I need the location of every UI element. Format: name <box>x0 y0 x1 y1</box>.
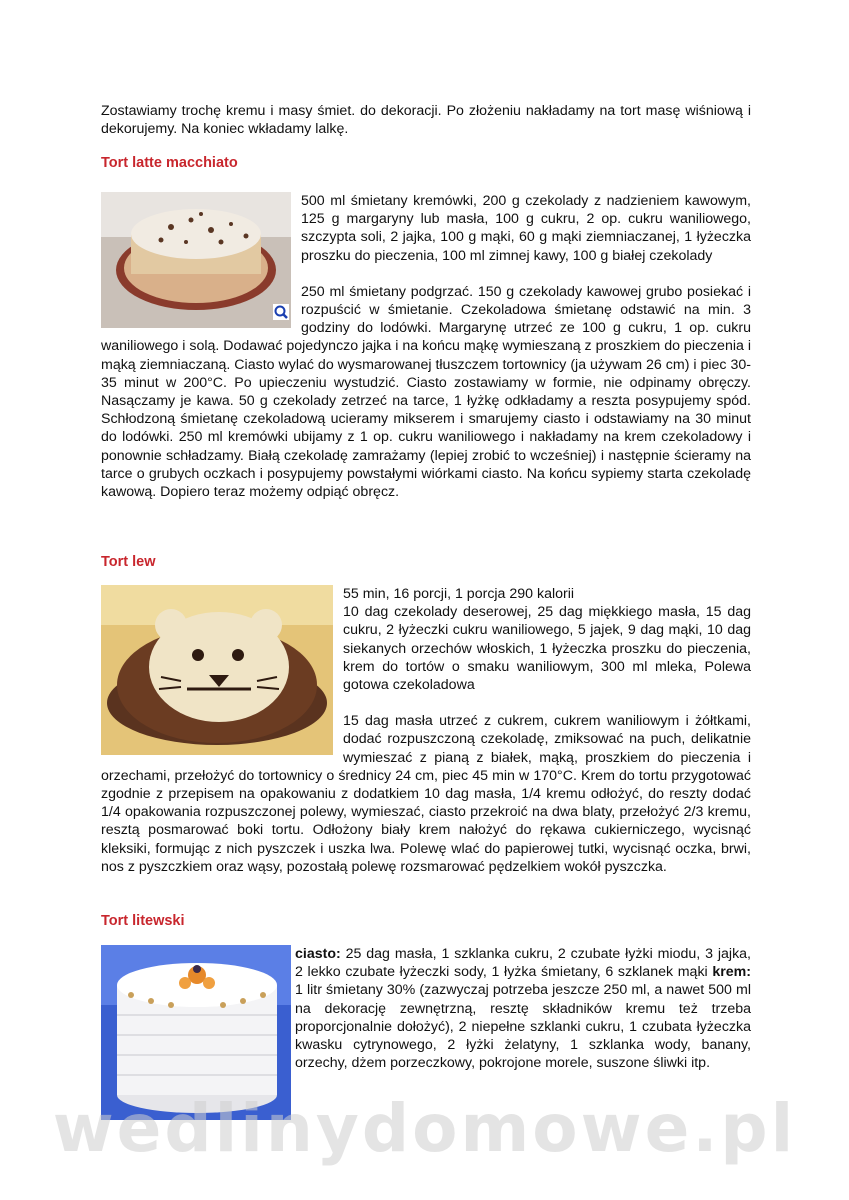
recipe-lew-meta: 55 min, 16 porcji, 1 porcja 290 kalorii <box>343 586 575 602</box>
recipe-latte-body <box>101 192 751 501</box>
recipe-latte-ingredients: 500 ml śmietany kremówki, 200 g czekolady z nadzieniem kawowym, 125 g margaryny lub masła, 100 g cukru, 2 op. cukru waniliowego, szczypta soli, 2 jajka, 100 g mąki, 60 g mąki ziemniaczanej, 1 łyżeczka proszku do pieczenia, 100 ml zimnej kawy, 100 g białej czekolady <box>301 193 751 264</box>
ciasto-label: ciasto: <box>295 946 341 962</box>
recipe-lew-method: 15 dag masła utrzeć z cukrem, cukrem waniliowym i żółtkami, dodać rozpuszczoną czekoladę, zmiksować na puch, delikatnie wymieszać z pianą z białek, mąką, proszkiem do pieczenia i orzechami, przełożyć do tortownicy o średnicy 24 cm, piec 45 min w 170°C. Krem do tortu przygotować zgodnie z przepisem na opakowaniu z dodatkiem 10 dag masła, 1/4 kremu odłożyć, do reszty dodać 1/4 opakowania rozpuszczonej polewy, wymieszać, ciasto przekroić na dwa blaty, przełożyć 2/3 kremu, resztą posmarować boki tortu. Odłożony biały krem nałożyć do rękawa cukierniczego, wycisnąć kleksiki, formując z nich pyszczek i uszka lwa. Polewę wlać do papierowej tutki, wycisnąć oczka, brwi, nos z pyszczkiem oraz wąsy, pozostałą polewę rozsmarować pędzelkiem wokół pyszczka. <box>101 713 751 875</box>
cake-photo-lew <box>101 585 333 755</box>
intro-paragraph: Zostawiamy trochę kremu i masy śmiet. do dekoracji. Po złożeniu nakładamy na tort masę wiśniową i dekorujemy. Na koniec wkładamy lalkę. <box>101 103 751 138</box>
ciasto-ingredients: 25 dag masła, 1 szklanka cukru, 2 czubate łyżki miodu, 3 jajka, 2 lekko czubate łyżeczki sody, 1 łyżka śmietany, 6 szklanek mąki <box>295 946 751 981</box>
recipe-lew-body <box>101 585 751 876</box>
krem-ingredients: 1 litr śmietany 30% (zazwyczaj potrzeba jeszcze 250 ml, a nawet 500 ml na dekorację zewnętrzną, resztę składników kremu też trzeba proporcjonalnie dołożyć), 2 niepełne szklanki cukru, 1 czubata łyżeczka kwasku cytrynowego, 2 łyżki żelatyny, 1 szklanka wody, banany, orzechy, dżem porzeczkowy, pokrojone morele, suszone śliwki itp. <box>295 982 751 1072</box>
cake-photo-latte <box>101 192 291 328</box>
recipe-title-lew: Tort lew <box>101 554 156 570</box>
recipe-title-litewski: Tort litewski <box>101 913 185 929</box>
recipe-latte-method: 250 ml śmietany podgrzać. 150 g czekolady kawowej grubo posiekać i rozpuścić w śmietanie. Czekoladowa śmietanę odstawić na min. 3 godziny do lodówki. Margarynę utrzeć ze 100 g cukru, 1 op. cukru waniliowego i solą. Dodawać pojedynczo jajka i na końcu mąkę wymieszaną z proszkiem do pieczenia i mąką ziemniaczaną. Ciasto wylać do wysmarowanej tłuszczem tortownicy (ja używam 26 cm) i piec 30-35 minut w 200°C. Po upieczeniu wystudzić. Ciasto zostawiamy w formie, nie odpinamy obręczy. Nasączamy je kawa. 50 g czekolady zetrzeć na tarce, 1 łyżkę odkładamy a reszta posypujemy spód. Schłodzoną śmietanę czekoladową ucieramy mikserem i smarujemy ciasto i odstawiamy na 30 minut do lodówki. 250 ml kremówki ubijamy z 1 op. cukru waniliowego i nakładamy na krem czekoladowy i ponownie schładzamy. Białą czekoladę zamrażamy (lepiej zrobić to wcześniej) i następnie ścieramy na tarce o grubych oczkach i posypujemy powstałymi wiórkami ciasto. Na końcu sypiemy starta czekoladę kawową. Dopiero teraz możemy odpiąć obręcz. <box>101 283 751 501</box>
recipe-title-latte: Tort latte macchiato <box>101 155 238 171</box>
watermark: wedlinydomowe.pl <box>52 1090 797 1167</box>
krem-label: krem: <box>712 964 751 981</box>
recipe-lew-ingredients: 10 dag czekolady deserowej, 25 dag miękkiego masła, 15 dag cukru, 2 łyżeczki cukru waniliowego, 5 jajek, 9 dag mąki, 10 dag siekanych orzechów włoskich, 1 łyżeczka proszku do pieczenia, krem do tortów o smaku waniliowym, 300 ml mleka, Polewa gotowa czekoladowa <box>343 604 751 694</box>
